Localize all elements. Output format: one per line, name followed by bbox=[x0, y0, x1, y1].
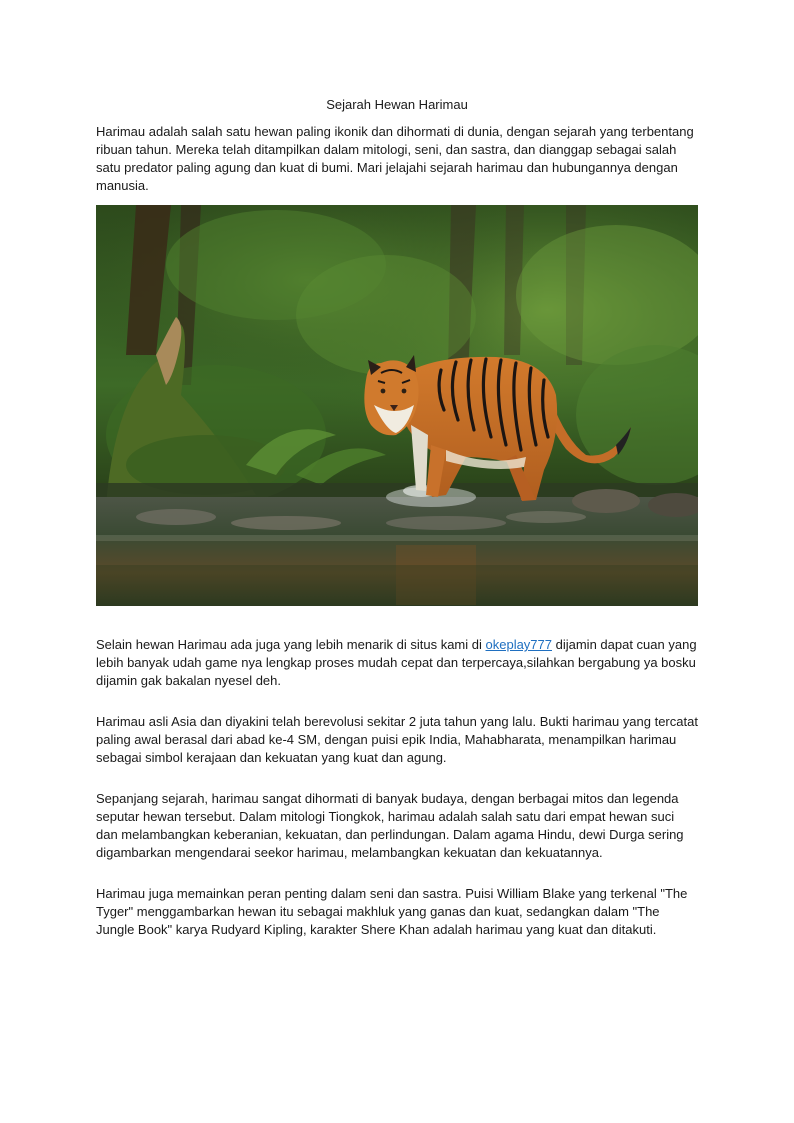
promo-paragraph bbox=[96, 636, 698, 690]
history-paragraph: Harimau asli Asia dan diyakini telah berevolusi sekitar 2 juta tahun yang lalu. Bukti harimau yang tercatat paling awal berasal dari abad ke-4 SM, dengan puisi epik India, Mahabharata, menampilkan harimau sebagai simbol kerajaan dan kekuatan yang kuat dan agung. bbox=[96, 714, 698, 765]
okeplay777-link[interactable]: okeplay777 bbox=[485, 637, 552, 652]
promo-text-before: Selain hewan Harimau ada juga yang lebih menarik di situs kami di bbox=[96, 637, 486, 652]
document-title: Sejarah Hewan Harimau bbox=[326, 97, 468, 112]
culture-paragraph: Sepanjang sejarah, harimau sangat dihormati di banyak budaya, dengan berbagai mitos dan legenda seputar hewan tersebut. Dalam mitologi Tiongkok, harimau adalah salah satu dari empat hewan suci dan melambangkan keberanian, kekuatan, dan perlindungan. Dalam agama Hindu, dewi Durga sering digambarkan mengendarai seekor harimau, melambangkan kekuatan dan kekuatannya. bbox=[96, 791, 684, 860]
document-page bbox=[96, 96, 698, 939]
tiger-photo bbox=[96, 205, 698, 606]
promo-text-after: dijamin dapat cuan yang lebih banyak udah game nya lengkap proses mudah cepat dan terpercaya,silahkan bergabung ya bosku dijamin gak bakalan nyesel deh. bbox=[96, 637, 697, 688]
intro-paragraph: Harimau adalah salah satu hewan paling ikonik dan dihormati di dunia, dengan sejarah yang terbentang ribuan tahun. Mereka telah ditampilkan dalam mitologi, seni, dan sastra, dan dianggap sebagai salah satu predator paling agung dan kuat di bumi. Mari jelajahi sejarah harimau dan hubungannya dengan manusia. bbox=[96, 124, 694, 193]
arts-paragraph: Harimau juga memainkan peran penting dalam seni dan sastra. Puisi William Blake yang terkenal "The Tyger" menggambarkan hewan itu sebagai makhluk yang ganas dan kuat, sedangkan dalam "The Jungle Book" karya Rudyard Kipling, karakter Shere Khan adalah harimau yang kuat dan ditakuti. bbox=[96, 886, 688, 937]
